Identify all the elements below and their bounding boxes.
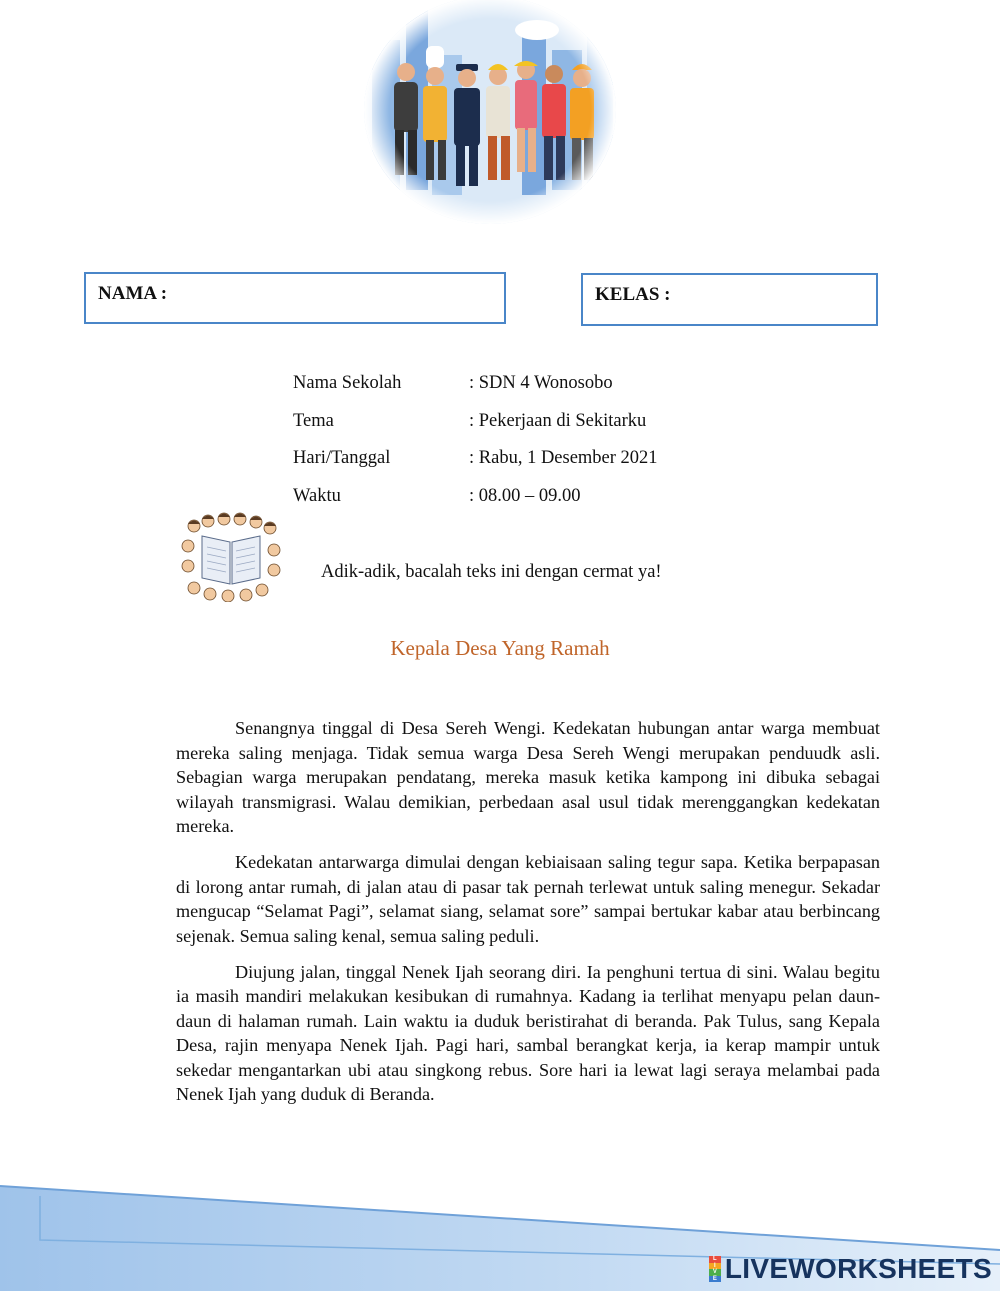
info-row-time xyxy=(293,486,713,524)
brand-name: LIVEWORKSHEETS xyxy=(724,1253,992,1284)
info-row-school xyxy=(293,373,713,411)
info-label: Hari/Tanggal xyxy=(293,448,391,468)
class-input[interactable] xyxy=(681,281,868,318)
professions-illustration xyxy=(362,0,618,226)
liveworksheets-logo xyxy=(709,1253,992,1285)
tile: E xyxy=(709,1276,721,1283)
story-paragraph: Diujung jalan, tinggal Nenek Ijah seorang diri. Ia penghuni tertua di sini. Walau begitu ia masih mandiri melakukan kesibukan di rumahnya. Kadang ia terlihat menyapu pelan daun-daun di halaman rumah. Lain waktu ia duduk beristirahat di beranda. Pak Tulus, sang Kepala Desa, rajin menyapa Nenek Ijah. Pagi hari, sambal berangkat kerja, ia kerap mampir untuk sekedar mengantarkan ubi atau singkong rebus. Sore hari ia lewat lagi seraya melambai pada Nenek Ijah yang duduk di Beranda. xyxy=(176,961,880,1104)
info-table xyxy=(293,373,713,523)
story-text xyxy=(176,716,880,1118)
reading-instruction: Adik-adik, bacalah teks ini dengan cermat ya! xyxy=(321,562,662,582)
name-input[interactable] xyxy=(170,280,496,316)
info-row-date xyxy=(293,448,713,486)
live-tiles-icon xyxy=(709,1256,721,1282)
children-reading-book-icon xyxy=(180,512,282,602)
class-field-box xyxy=(581,273,878,326)
tile: V xyxy=(709,1269,721,1276)
info-label: Tema xyxy=(293,410,334,431)
name-label: NAMA : xyxy=(98,283,168,304)
class-label: KELAS : xyxy=(595,284,671,305)
info-row-theme xyxy=(293,411,713,449)
info-value: : SDN 4 Wonosobo xyxy=(469,373,613,393)
name-field-box xyxy=(84,272,506,324)
info-value: : 08.00 – 09.00 xyxy=(469,485,581,506)
tile: I xyxy=(709,1263,721,1270)
story-title: Kepala Desa Yang Ramah xyxy=(390,636,610,660)
info-value: : Rabu, 1 Desember 2021 xyxy=(469,448,658,468)
info-value: : Pekerjaan di Sekitarku xyxy=(469,410,647,431)
tile: L xyxy=(709,1256,721,1263)
story-paragraph: Kedekatan antarwarga dimulai dengan kebiaisaan saling tegur sapa. Ketika berpapasan di lorong antar rumah, di jalan atau di pasar tak pernah terlewat untuk saling menegur. Sekadar mengucap “Selamat Pagi”, selamat siang, selamat sore” sampai bertukar kabar atau berbincang sejenak. Semua saling kenal, semua saling peduli. xyxy=(176,852,880,946)
info-label: Waktu xyxy=(293,485,341,506)
info-label: Nama Sekolah xyxy=(293,373,402,393)
story-paragraph: Senangnya tinggal di Desa Sereh Wengi. Kedekatan hubungan antar warga membuat mereka saling menjaga. Tidak semua warga Desa Sereh Wengi merupakan penduudk asli. Sebagian warga merupakan pendatang, mereka masuk ketika kampong ini dibuka sebagai wilayah transmigrasi. Walau demikian, perbedaan asal usul tidak merenggangkan kedekatan mereka. xyxy=(176,718,880,836)
